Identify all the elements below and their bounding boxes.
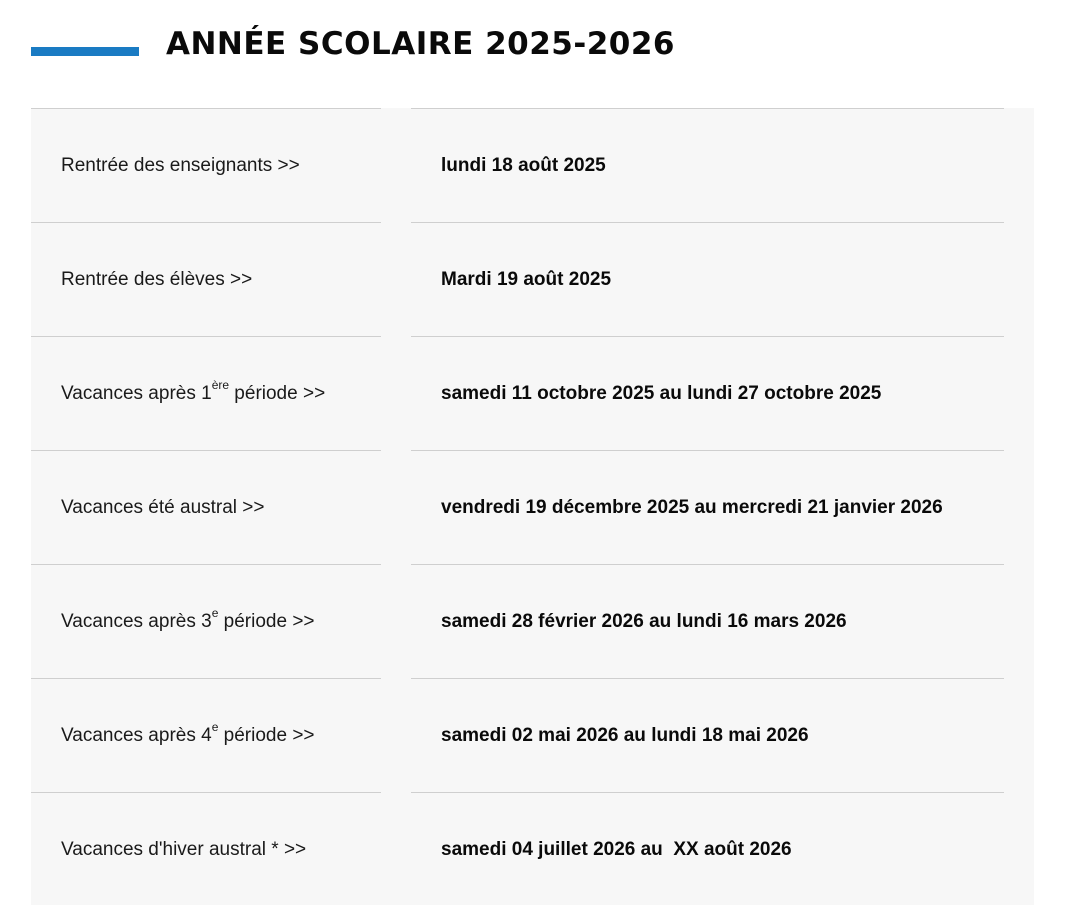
row-label-cell [31,336,381,450]
row-label[interactable]: Vacances été austral >> [61,496,265,518]
table-row [31,564,1034,678]
row-date: samedi 04 juillet 2026 au XX août 2026 [441,838,792,860]
row-label-cell [31,450,381,564]
row-label-cell [31,678,381,792]
row-date: samedi 02 mai 2026 au lundi 18 mai 2026 [441,724,809,746]
table-row [31,678,1034,792]
row-date-cell [411,792,1004,906]
table-row [31,336,1034,450]
row-label[interactable]: Vacances d'hiver austral * >> [61,838,307,860]
table-row [31,450,1034,564]
row-label-cell [31,792,381,906]
row-date: lundi 18 août 2025 [441,154,606,176]
table-row [31,108,1034,222]
row-date-cell [411,336,1004,450]
row-date: samedi 11 octobre 2025 au lundi 27 octobre 2025 [441,382,882,404]
row-label[interactable]: Rentrée des élèves >> [61,268,253,290]
school-calendar-table [31,108,1034,905]
page-title: ANNÉE SCOLAIRE 2025-2026 [166,26,675,62]
row-label[interactable]: Rentrée des enseignants >> [61,154,300,176]
row-label-cell [31,564,381,678]
row-date: Mardi 19 août 2025 [441,268,612,290]
row-date-cell [411,222,1004,336]
row-date-cell [411,678,1004,792]
title-accent-bar [31,47,139,56]
table-row [31,792,1034,906]
row-date: samedi 28 février 2026 au lundi 16 mars 2026 [441,610,847,632]
row-date: vendredi 19 décembre 2025 au mercredi 21 janvier 2026 [441,496,943,518]
row-date-cell [411,564,1004,678]
row-label-cell [31,222,381,336]
row-label[interactable]: Vacances après 4e période >> [61,720,315,746]
row-date-cell [411,450,1004,564]
row-label[interactable]: Vacances après 1ère période >> [61,378,326,404]
row-label-cell [31,108,381,222]
table-row [31,222,1034,336]
row-label[interactable]: Vacances après 3e période >> [61,606,315,632]
row-date-cell [411,108,1004,222]
